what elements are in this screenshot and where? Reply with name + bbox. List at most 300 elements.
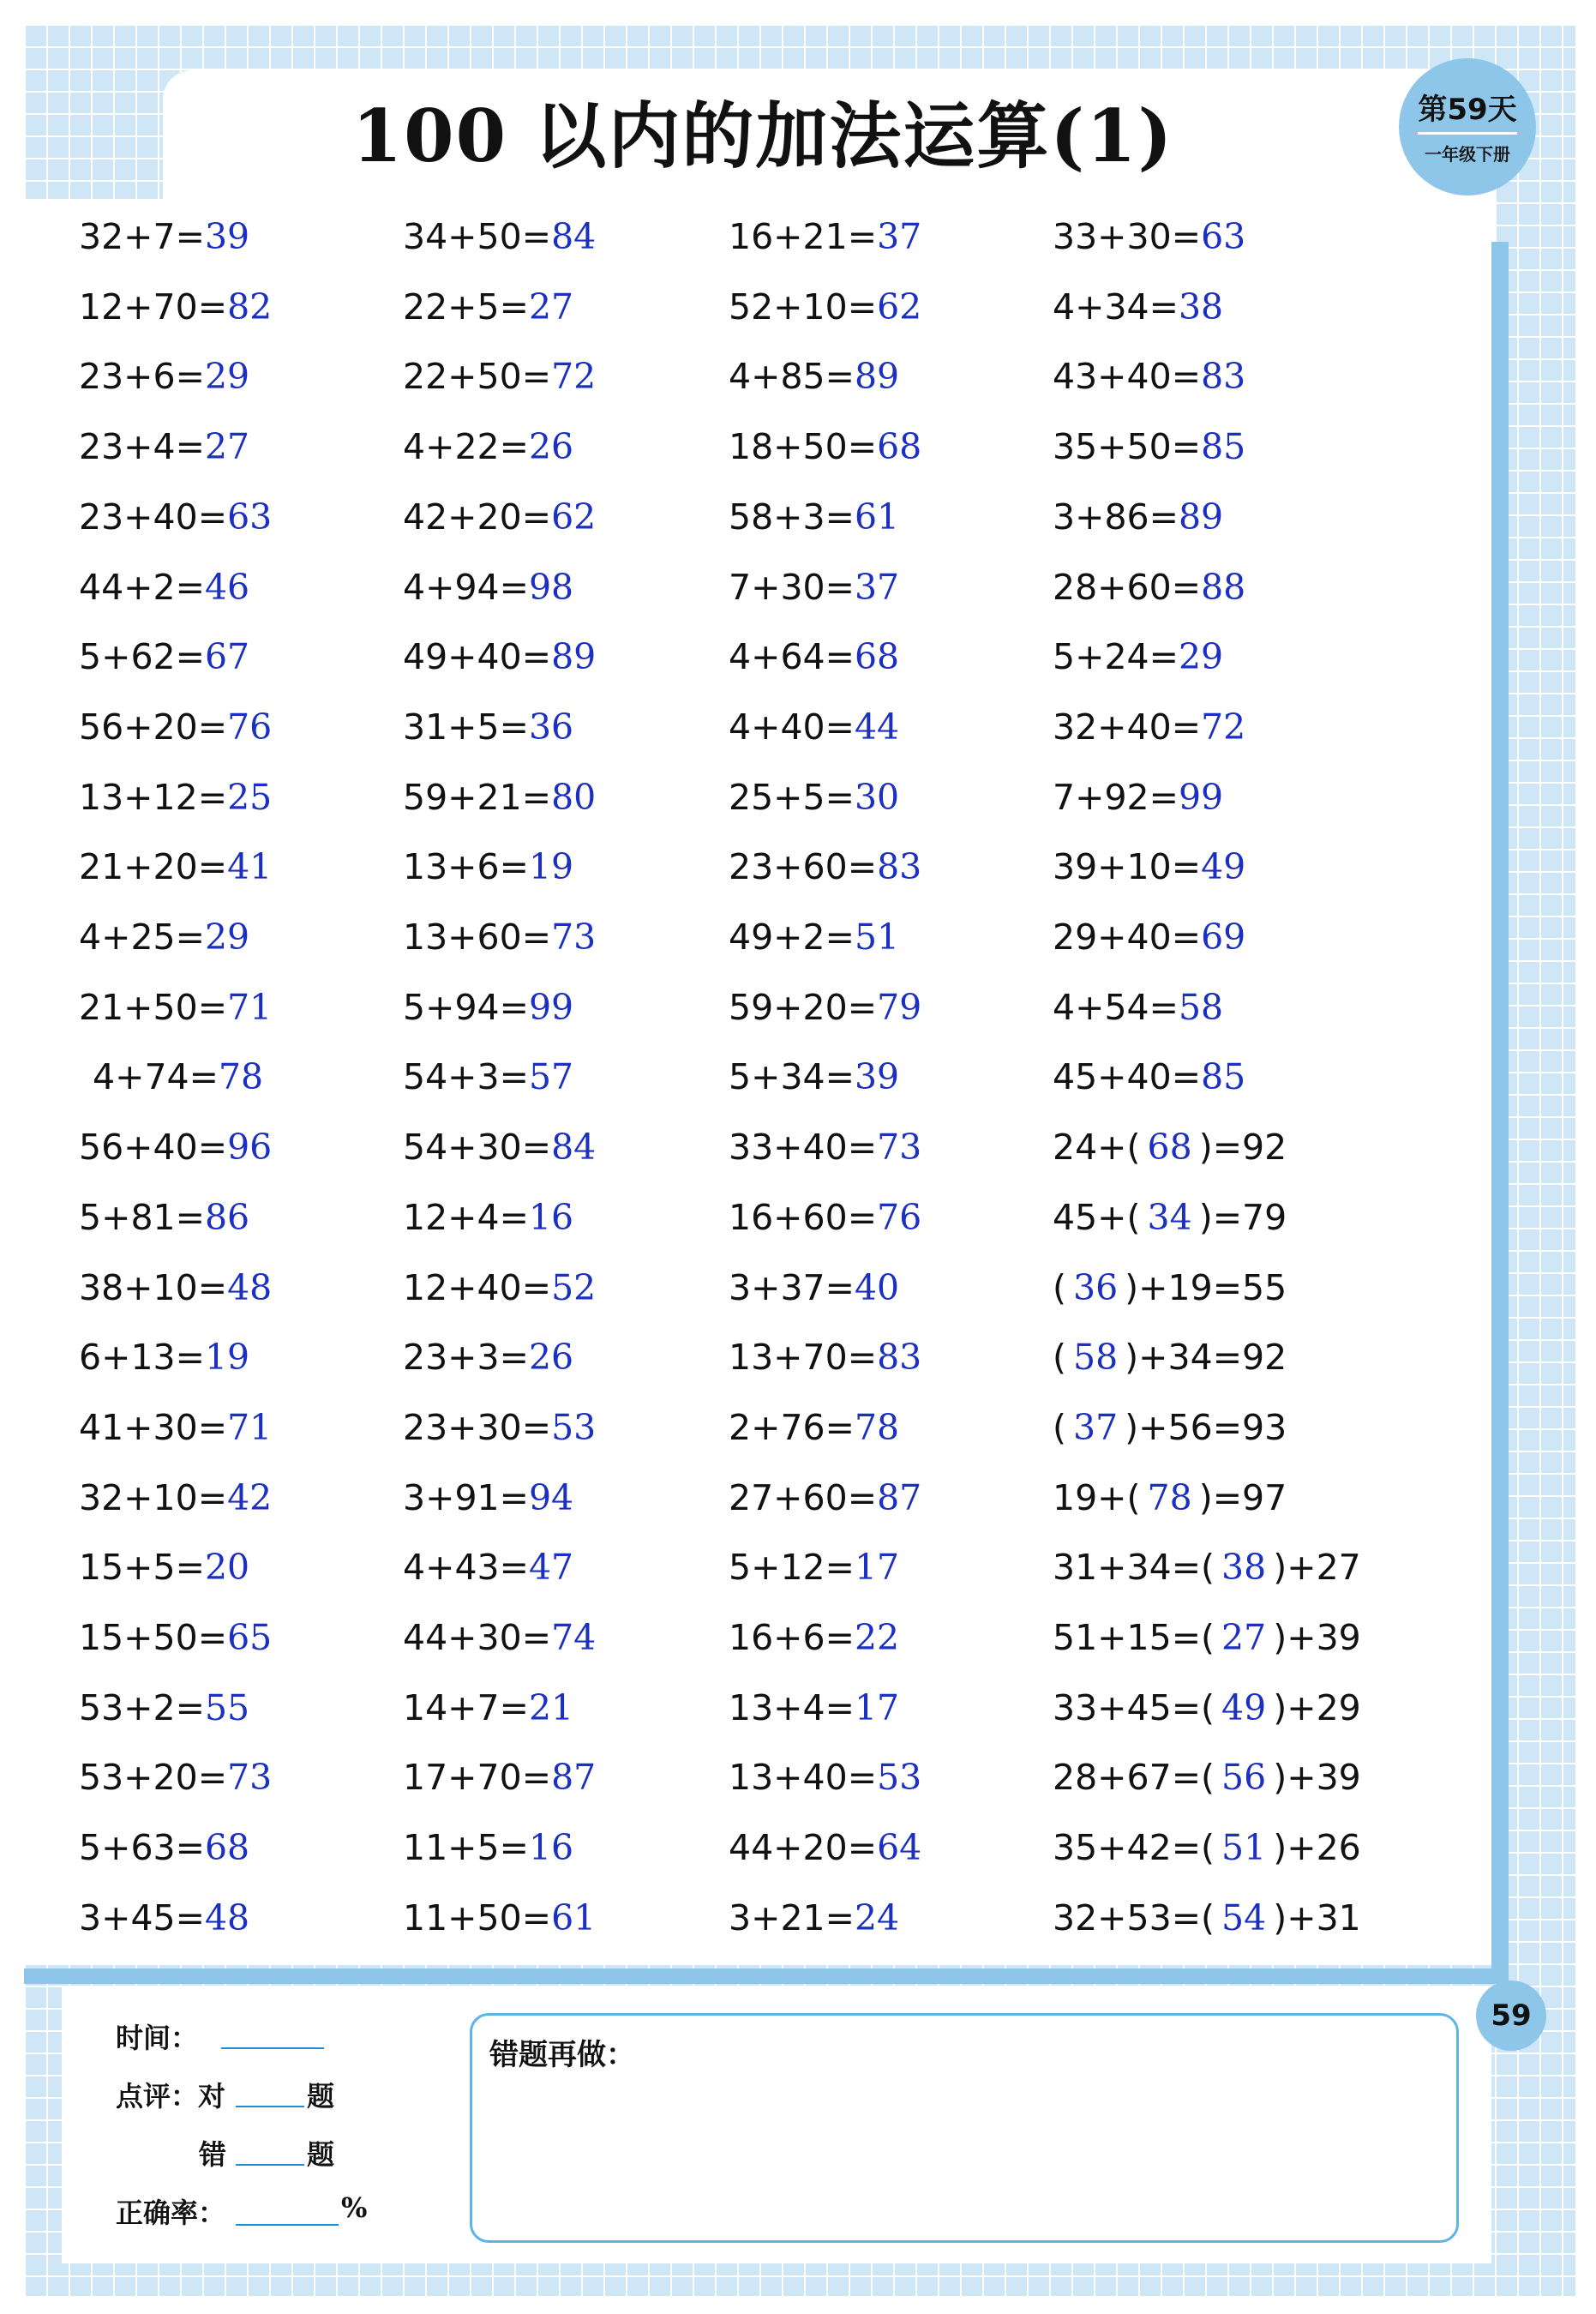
answer-text: 21 [528, 1686, 574, 1728]
accuracy-blank[interactable] [236, 2222, 339, 2226]
problem-item [1053, 1267, 1287, 1308]
answer-text: 26 [528, 1337, 574, 1379]
problem-expression: 13+4= [729, 1686, 855, 1728]
problem-expression-pre: 51+15=( [1053, 1617, 1215, 1658]
problem-item [79, 777, 272, 818]
problem-item [729, 1477, 921, 1518]
problem-item [1053, 1477, 1287, 1518]
problem-item [1053, 1547, 1361, 1588]
answer-text: 36 [1073, 1266, 1119, 1308]
problem-item [93, 1056, 263, 1097]
problem-expression: 3+45= [79, 1896, 205, 1938]
problem-item [79, 1127, 272, 1168]
problem-item [79, 1477, 272, 1518]
problem-item [79, 1617, 272, 1658]
answer-text: 47 [528, 1547, 574, 1589]
answer-text: 96 [227, 1127, 273, 1169]
answer-text: 48 [227, 1266, 273, 1308]
problem-item [79, 1547, 249, 1588]
problem-item [1053, 1407, 1287, 1448]
problem-expression-post: )+56=93 [1125, 1406, 1287, 1448]
problem-expression: 2+76= [729, 1406, 855, 1448]
answer-text: 51 [1221, 1827, 1267, 1869]
answer-text: 27 [528, 285, 574, 328]
problem-item [403, 1617, 596, 1658]
problem-expression: 16+21= [729, 216, 878, 257]
problem-item [729, 1407, 899, 1448]
answer-text: 88 [1201, 566, 1246, 608]
answer-text: 83 [1201, 356, 1246, 398]
wrong-label: 错 [199, 2138, 227, 2171]
problem-expression: 5+34= [729, 1056, 855, 1098]
answer-text: 73 [551, 917, 597, 958]
problem-expression: 59+21= [403, 776, 552, 818]
answer-text: 37 [877, 216, 922, 257]
problem-expression: 52+10= [729, 285, 878, 328]
problem-item [1053, 216, 1245, 257]
problem-expression: 4+40= [729, 706, 855, 748]
answer-text: 72 [551, 356, 597, 398]
problem-expression-post: )=97 [1198, 1476, 1287, 1518]
problem-item [403, 917, 596, 958]
problem-expression: 12+70= [79, 285, 228, 328]
answer-text: 86 [204, 1196, 250, 1238]
problem-expression: 39+10= [1053, 846, 1202, 888]
answer-text: 38 [1178, 285, 1224, 328]
problem-item [403, 706, 573, 748]
answer-text: 17 [854, 1547, 900, 1589]
problem-expression-post: )+19=55 [1125, 1266, 1287, 1308]
problem-item [1053, 1897, 1361, 1938]
time-blank[interactable] [221, 2046, 324, 2049]
problem-expression: 38+10= [79, 1266, 228, 1308]
problem-expression: 13+60= [403, 917, 552, 958]
problem-expression: 16+60= [729, 1196, 878, 1238]
problem-item [79, 1337, 249, 1378]
problem-expression: 54+3= [403, 1056, 529, 1098]
answer-text: 99 [528, 986, 574, 1028]
answer-text: 56 [1221, 1757, 1267, 1799]
problem-expression: 21+50= [79, 986, 228, 1028]
problem-expression: 31+5= [403, 706, 529, 748]
problem-expression: 5+12= [729, 1547, 855, 1589]
badge-divider [1418, 132, 1517, 135]
problem-item [1053, 496, 1223, 538]
problem-expression: 13+12= [79, 776, 228, 818]
answer-text: 85 [1201, 1056, 1246, 1098]
answer-text: 82 [227, 285, 273, 328]
problem-expression-post: )=79 [1198, 1196, 1287, 1238]
redo-box[interactable] [470, 2013, 1459, 2243]
answer-text: 26 [528, 426, 574, 468]
problem-item [729, 706, 899, 748]
problem-item [403, 1687, 573, 1728]
problem-expression: 3+37= [729, 1266, 855, 1308]
problem-item [1053, 426, 1245, 467]
problem-expression: 4+43= [403, 1547, 529, 1589]
answer-text: 76 [877, 1196, 922, 1238]
answer-text: 57 [528, 1056, 574, 1098]
answer-text: 38 [1221, 1547, 1267, 1589]
answer-text: 17 [854, 1686, 900, 1728]
problem-item [1053, 1127, 1287, 1168]
problem-expression: 23+6= [79, 356, 205, 398]
answer-text: 84 [551, 216, 597, 257]
problem-item [729, 567, 899, 608]
answer-text: 39 [854, 1056, 900, 1098]
problem-expression: 6+13= [79, 1337, 205, 1379]
answer-text: 85 [1201, 426, 1246, 468]
day-badge [1399, 58, 1536, 195]
problem-expression: 32+10= [79, 1476, 228, 1518]
problem-expression: 4+25= [79, 917, 205, 958]
problem-item [729, 1757, 921, 1798]
problem-expression: 5+63= [79, 1827, 205, 1869]
problem-item [403, 636, 596, 677]
problem-item [1053, 1827, 1361, 1868]
answer-text: 98 [528, 566, 574, 608]
answer-text: 40 [854, 1266, 900, 1308]
problem-expression: 22+50= [403, 356, 552, 398]
time-label: 时间： [116, 2022, 199, 2054]
problem-expression: 3+21= [729, 1896, 855, 1938]
answer-text: 89 [1178, 496, 1224, 538]
answer-text: 74 [551, 1617, 597, 1658]
problem-item [403, 1897, 596, 1938]
answer-text: 53 [551, 1406, 597, 1448]
problem-item [403, 1056, 573, 1097]
problem-item [1053, 1056, 1245, 1097]
problem-expression: 41+30= [79, 1406, 228, 1448]
problem-expression: 33+40= [729, 1127, 878, 1169]
problem-item [729, 1547, 899, 1588]
answer-text: 29 [204, 356, 250, 398]
problem-expression: 17+70= [403, 1757, 552, 1799]
answer-text: 73 [227, 1757, 273, 1799]
problem-item [729, 356, 899, 397]
problem-expression: 13+6= [403, 846, 529, 888]
answer-text: 62 [551, 496, 597, 538]
answer-text: 29 [1178, 636, 1224, 678]
problem-item [79, 567, 249, 608]
problem-item [729, 1687, 899, 1728]
problem-expression: 4+85= [729, 356, 855, 398]
answer-text: 99 [1178, 776, 1224, 818]
problem-item [79, 1407, 272, 1448]
problem-item [1053, 1197, 1287, 1238]
problem-item [729, 1267, 899, 1308]
problem-item [1053, 1757, 1361, 1798]
problem-item [79, 1197, 249, 1238]
problem-item [1053, 846, 1245, 887]
problem-item [1053, 356, 1245, 397]
problem-expression: 13+70= [729, 1337, 878, 1379]
answer-text: 19 [528, 846, 574, 888]
answer-text: 61 [551, 1896, 597, 1938]
problem-expression: 15+5= [79, 1547, 205, 1589]
page-number: 59 [1476, 1980, 1546, 2051]
problem-expression-pre: ( [1053, 1266, 1066, 1308]
problem-item [403, 356, 596, 397]
problem-expression: 44+2= [79, 566, 205, 608]
problem-expression-pre: 19+( [1053, 1476, 1141, 1518]
answer-text: 24 [854, 1896, 900, 1938]
problem-item [729, 1617, 899, 1658]
problem-expression: 45+40= [1053, 1056, 1202, 1098]
answer-text: 64 [877, 1827, 922, 1869]
problem-item [79, 426, 249, 467]
problem-expression: 53+20= [79, 1757, 228, 1799]
answer-text: 52 [551, 1266, 597, 1308]
answer-text: 78 [1147, 1476, 1192, 1518]
problem-expression: 23+40= [79, 496, 228, 538]
answer-text: 25 [227, 776, 273, 818]
problem-item [79, 216, 249, 257]
problem-expression: 4+54= [1053, 986, 1179, 1028]
problem-item [1053, 777, 1223, 818]
problem-expression: 29+40= [1053, 917, 1202, 958]
problem-expression: 35+50= [1053, 426, 1202, 468]
answer-text: 63 [227, 496, 273, 538]
problem-expression: 27+60= [729, 1476, 878, 1518]
problem-expression: 4+74= [93, 1056, 219, 1098]
answer-text: 30 [854, 776, 900, 818]
problem-expression: 4+22= [403, 426, 529, 468]
answer-text: 80 [551, 776, 597, 818]
problem-expression-pre: 45+( [1053, 1196, 1141, 1238]
problem-item [1053, 917, 1245, 958]
answer-text: 76 [227, 706, 273, 748]
problem-expression: 44+30= [403, 1617, 552, 1658]
problem-item [1053, 1617, 1361, 1658]
problem-expression-post: )+31 [1273, 1896, 1361, 1938]
problem-expression: 58+3= [729, 496, 855, 538]
problem-item [403, 286, 573, 328]
problem-expression: 23+60= [729, 846, 878, 888]
problem-item [1053, 1687, 1361, 1728]
answer-text: 42 [227, 1476, 273, 1518]
problem-item [403, 1477, 573, 1518]
problem-expression: 7+30= [729, 566, 855, 608]
problem-expression-post: )+29 [1273, 1686, 1361, 1728]
problem-item [79, 286, 272, 328]
review-unit: 题 [307, 2080, 335, 2113]
problem-expression-pre: 33+45=( [1053, 1686, 1215, 1728]
problem-item [79, 496, 272, 538]
problem-expression: 16+6= [729, 1617, 855, 1658]
answer-text: 48 [204, 1896, 250, 1938]
problem-expression: 23+3= [403, 1337, 529, 1379]
bottom-border-strip [24, 1968, 1509, 1984]
problem-expression: 42+20= [403, 496, 552, 538]
problem-item [729, 1897, 899, 1938]
problem-expression: 5+81= [79, 1196, 205, 1238]
problem-item [79, 1897, 249, 1938]
problem-item [79, 987, 272, 1028]
problem-expression: 33+30= [1053, 216, 1202, 257]
problem-item [729, 1337, 921, 1378]
answer-text: 51 [854, 917, 900, 958]
answer-text: 89 [854, 356, 900, 398]
answer-text: 34 [1147, 1196, 1192, 1238]
problem-item [403, 1337, 573, 1378]
answer-text: 46 [204, 566, 250, 608]
problem-expression: 49+40= [403, 636, 552, 678]
answer-text: 87 [877, 1476, 922, 1518]
problem-expression: 5+24= [1053, 636, 1179, 678]
problem-expression-post: )+26 [1273, 1827, 1361, 1869]
problem-expression: 34+50= [403, 216, 552, 257]
accuracy-unit: % [341, 2191, 368, 2224]
problem-expression: 13+40= [729, 1757, 878, 1799]
problem-expression: 44+20= [729, 1827, 878, 1869]
answer-text: 22 [854, 1617, 900, 1658]
answer-text: 79 [877, 986, 922, 1028]
problem-expression: 54+30= [403, 1127, 552, 1169]
problem-item [1053, 286, 1223, 328]
problem-expression: 23+4= [79, 426, 205, 468]
problem-expression-pre: 35+42=( [1053, 1827, 1215, 1869]
problem-item [403, 1407, 596, 1448]
problem-expression: 12+4= [403, 1196, 529, 1238]
problem-expression-pre: 24+( [1053, 1127, 1141, 1169]
answer-text: 84 [551, 1127, 597, 1169]
answer-text: 58 [1178, 986, 1224, 1028]
problem-expression: 28+60= [1053, 566, 1202, 608]
problem-item [403, 1757, 596, 1798]
problem-expression: 3+91= [403, 1476, 529, 1518]
problem-expression-pre: 32+53=( [1053, 1896, 1215, 1938]
problem-expression-post: )=92 [1198, 1127, 1287, 1169]
problem-item [79, 356, 249, 397]
problem-item [1053, 987, 1223, 1028]
answer-text: 68 [1147, 1127, 1192, 1169]
answer-text: 69 [1201, 917, 1246, 958]
problem-expression: 11+50= [403, 1896, 552, 1938]
problem-expression-pre: 31+34=( [1053, 1547, 1215, 1589]
answer-text: 94 [528, 1476, 574, 1518]
answer-text: 73 [877, 1127, 922, 1169]
problem-item [1053, 1337, 1287, 1378]
wrong-unit: 题 [307, 2138, 335, 2171]
answer-text: 27 [204, 426, 250, 468]
problem-expression-post: )+39 [1273, 1617, 1361, 1658]
problem-item [79, 1267, 272, 1308]
answer-text: 61 [854, 496, 900, 538]
problem-item [729, 1827, 921, 1868]
answer-text: 63 [1201, 216, 1246, 257]
answer-text: 37 [1073, 1406, 1119, 1448]
problem-expression: 25+5= [729, 776, 855, 818]
problem-item [1053, 567, 1245, 608]
answer-text: 78 [218, 1056, 264, 1098]
problem-expression: 22+5= [403, 285, 529, 328]
answer-text: 83 [877, 1337, 922, 1379]
answer-text: 89 [551, 636, 597, 678]
problem-item [79, 1827, 249, 1868]
answer-text: 39 [204, 216, 250, 257]
problem-item [729, 917, 899, 958]
problem-item [79, 706, 272, 748]
problem-item [729, 1197, 921, 1238]
problem-expression-post: )+27 [1273, 1547, 1361, 1589]
answer-text: 19 [204, 1337, 250, 1379]
problem-item [79, 846, 272, 887]
problem-item [403, 1827, 573, 1868]
problem-item [729, 426, 921, 467]
review-label: 点评：对 [116, 2080, 226, 2113]
problem-item [79, 636, 249, 677]
answer-text: 68 [854, 636, 900, 678]
problem-expression-post: )+39 [1273, 1757, 1361, 1799]
problem-expression: 4+64= [729, 636, 855, 678]
problem-expression: 3+86= [1053, 496, 1179, 538]
problem-item [403, 216, 596, 257]
problem-expression-pre: ( [1053, 1406, 1066, 1448]
problem-expression: 7+92= [1053, 776, 1179, 818]
answer-text: 71 [227, 1406, 273, 1448]
problem-item [729, 846, 921, 887]
problem-item [729, 1127, 921, 1168]
problem-expression: 5+62= [79, 636, 205, 678]
problem-expression: 12+40= [403, 1266, 552, 1308]
problem-expression: 11+5= [403, 1827, 529, 1869]
problem-item [403, 846, 573, 887]
answer-text: 27 [1221, 1617, 1267, 1658]
answer-text: 37 [854, 566, 900, 608]
problem-expression: 49+2= [729, 917, 855, 958]
problem-expression: 56+20= [79, 706, 228, 748]
wrong-count-blank[interactable] [236, 2162, 304, 2166]
answer-text: 49 [1201, 846, 1246, 888]
problem-expression: 14+7= [403, 1686, 529, 1728]
problem-item [403, 1267, 596, 1308]
problem-item [403, 426, 573, 467]
problem-item [403, 777, 596, 818]
answer-text: 16 [528, 1196, 574, 1238]
problem-item [729, 987, 921, 1028]
problem-expression: 4+34= [1053, 285, 1179, 328]
problem-item [403, 567, 573, 608]
answer-text: 65 [227, 1617, 273, 1658]
problem-expression-pre: 28+67=( [1053, 1757, 1215, 1799]
problem-expression: 32+40= [1053, 706, 1202, 748]
problem-item [403, 496, 596, 538]
answer-text: 72 [1201, 706, 1246, 748]
answer-text: 16 [528, 1827, 574, 1869]
answer-text: 87 [551, 1757, 597, 1799]
problem-expression: 59+20= [729, 986, 878, 1028]
right-border-strip [1491, 242, 1509, 1982]
answer-text: 83 [877, 846, 922, 888]
problem-item [729, 216, 921, 257]
problem-item [79, 1687, 249, 1728]
problem-item [729, 777, 899, 818]
problem-expression: 18+50= [729, 426, 878, 468]
problem-item [1053, 706, 1245, 748]
problem-item [729, 286, 921, 328]
answer-text: 20 [204, 1547, 250, 1589]
answer-text: 44 [854, 706, 900, 748]
problem-expression: 23+30= [403, 1406, 552, 1448]
problem-expression-pre: ( [1053, 1337, 1066, 1379]
problem-expression: 5+94= [403, 986, 529, 1028]
problem-expression: 4+94= [403, 566, 529, 608]
problem-item [403, 1197, 573, 1238]
answer-text: 62 [877, 285, 922, 328]
correct-count-blank[interactable] [236, 2104, 304, 2107]
problem-item [729, 636, 899, 677]
